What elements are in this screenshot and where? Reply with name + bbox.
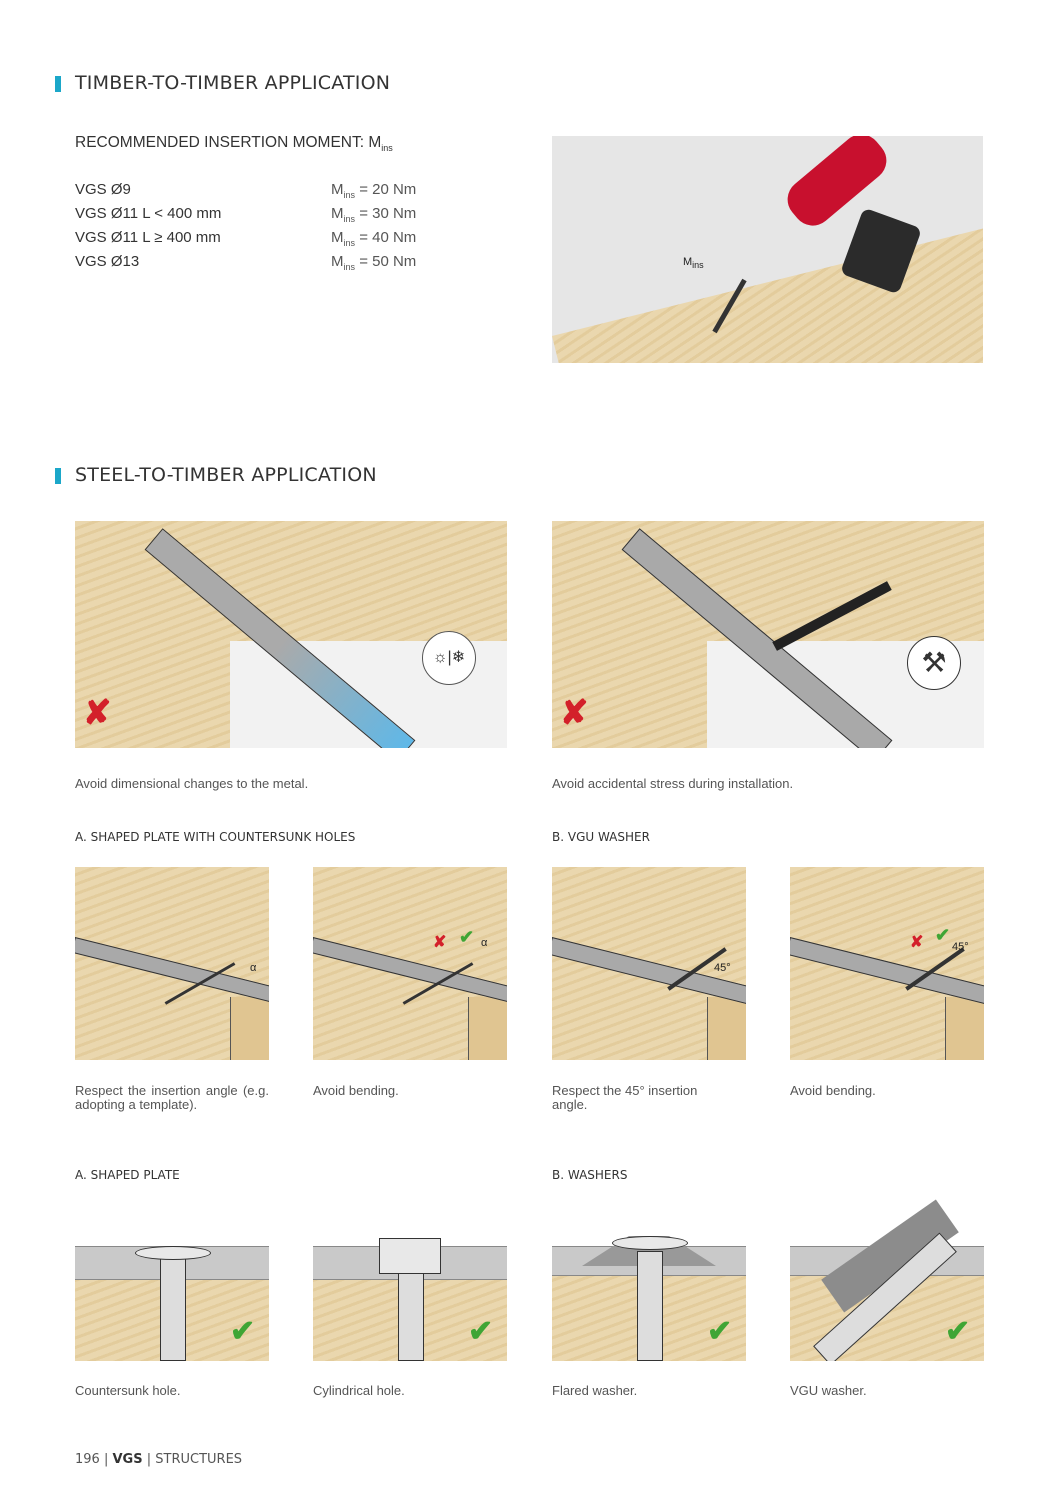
drill-illustration <box>552 136 983 363</box>
caption: Respect the insertion angle (e.g. adopting a template). <box>75 1083 269 1112</box>
check-icon: ✔ <box>468 1315 494 1348</box>
subheading: A. SHAPED PLATE <box>75 1168 180 1182</box>
avoid-bending-illustration <box>313 867 507 1060</box>
section-marker <box>55 468 61 484</box>
vgu-avoid-bending-illustration <box>790 867 984 1060</box>
angle-label: α <box>481 937 488 949</box>
section-title-steel: STEEL-TO-TIMBER APPLICATION <box>75 464 377 486</box>
cross-icon: ✘ <box>433 934 447 951</box>
caption: Flared washer. <box>552 1383 638 1398</box>
cross-icon: ✘ <box>910 934 924 951</box>
check-icon: ✔ <box>459 927 475 947</box>
subheading: B. VGU WASHER <box>552 830 650 844</box>
row-label: VGS Ø11 L ≥ 400 mm <box>75 229 221 246</box>
section-title-timber: TIMBER-TO-TIMBER APPLICATION <box>75 72 391 94</box>
subheading: B. WASHERS <box>552 1168 628 1182</box>
separator: | <box>146 1452 152 1467</box>
row-label: VGS Ø13 <box>75 253 140 270</box>
flared-washer-illustration <box>552 1196 746 1361</box>
row-value: $M_{ins} = 50$ Nm <box>331 253 417 272</box>
moment-label: $M_{ins}$ <box>683 256 704 271</box>
insertion-angle-illustration <box>75 867 269 1060</box>
caption: Avoid accidental stress during installation. <box>552 776 794 791</box>
caption: Avoid bending. <box>313 1083 399 1098</box>
hammer-icon: ⚒ <box>907 636 961 690</box>
subheading: A. SHAPED PLATE WITH COUNTERSUNK HOLES <box>75 830 356 844</box>
check-icon: ✔ <box>935 925 951 945</box>
footer-product: VGS <box>112 1452 143 1467</box>
row-label: VGS Ø9 <box>75 181 131 198</box>
angle-label: 45° <box>952 941 969 953</box>
sun-snowflake-icon: ☼|❄ <box>422 631 476 685</box>
page-number: 196 <box>75 1452 100 1467</box>
caption: Cylindrical hole. <box>313 1383 405 1398</box>
caption: Respect the 45° insertion angle. <box>552 1083 698 1112</box>
caption: Countersunk hole. <box>75 1383 181 1398</box>
insertion-moment-heading: RECOMMENDED INSERTION MOMENT: $M_{ins}$ <box>75 134 393 154</box>
countersunk-hole-illustration <box>75 1196 269 1361</box>
angle-label: 45° <box>714 962 731 974</box>
cylindrical-hole-illustration <box>313 1196 507 1361</box>
caption: Avoid bending. <box>790 1083 876 1098</box>
check-icon: ✔ <box>707 1315 733 1348</box>
page-footer <box>75 1452 242 1467</box>
metal-expansion-illustration <box>75 521 507 748</box>
cross-icon: ✘ <box>83 694 112 732</box>
row-label: VGS Ø11 L < 400 mm <box>75 205 222 222</box>
section-marker <box>55 76 61 92</box>
caption: Avoid dimensional changes to the metal. <box>75 776 309 791</box>
separator: | <box>103 1452 109 1467</box>
vgu-insertion-angle-illustration <box>552 867 746 1060</box>
footer-section: STRUCTURES <box>155 1452 243 1467</box>
check-icon: ✔ <box>230 1315 256 1348</box>
row-value: $M_{ins} = 20$ Nm <box>331 181 417 200</box>
row-value: $M_{ins} = 30$ Nm <box>331 205 417 224</box>
caption: VGU washer. <box>790 1383 867 1398</box>
hammer-stress-illustration <box>552 521 984 748</box>
row-value: $M_{ins} = 40$ Nm <box>331 229 417 248</box>
vgu-washer-illustration <box>790 1196 984 1361</box>
angle-label: α <box>250 962 257 974</box>
check-icon: ✔ <box>945 1315 971 1348</box>
cross-icon: ✘ <box>560 694 589 732</box>
